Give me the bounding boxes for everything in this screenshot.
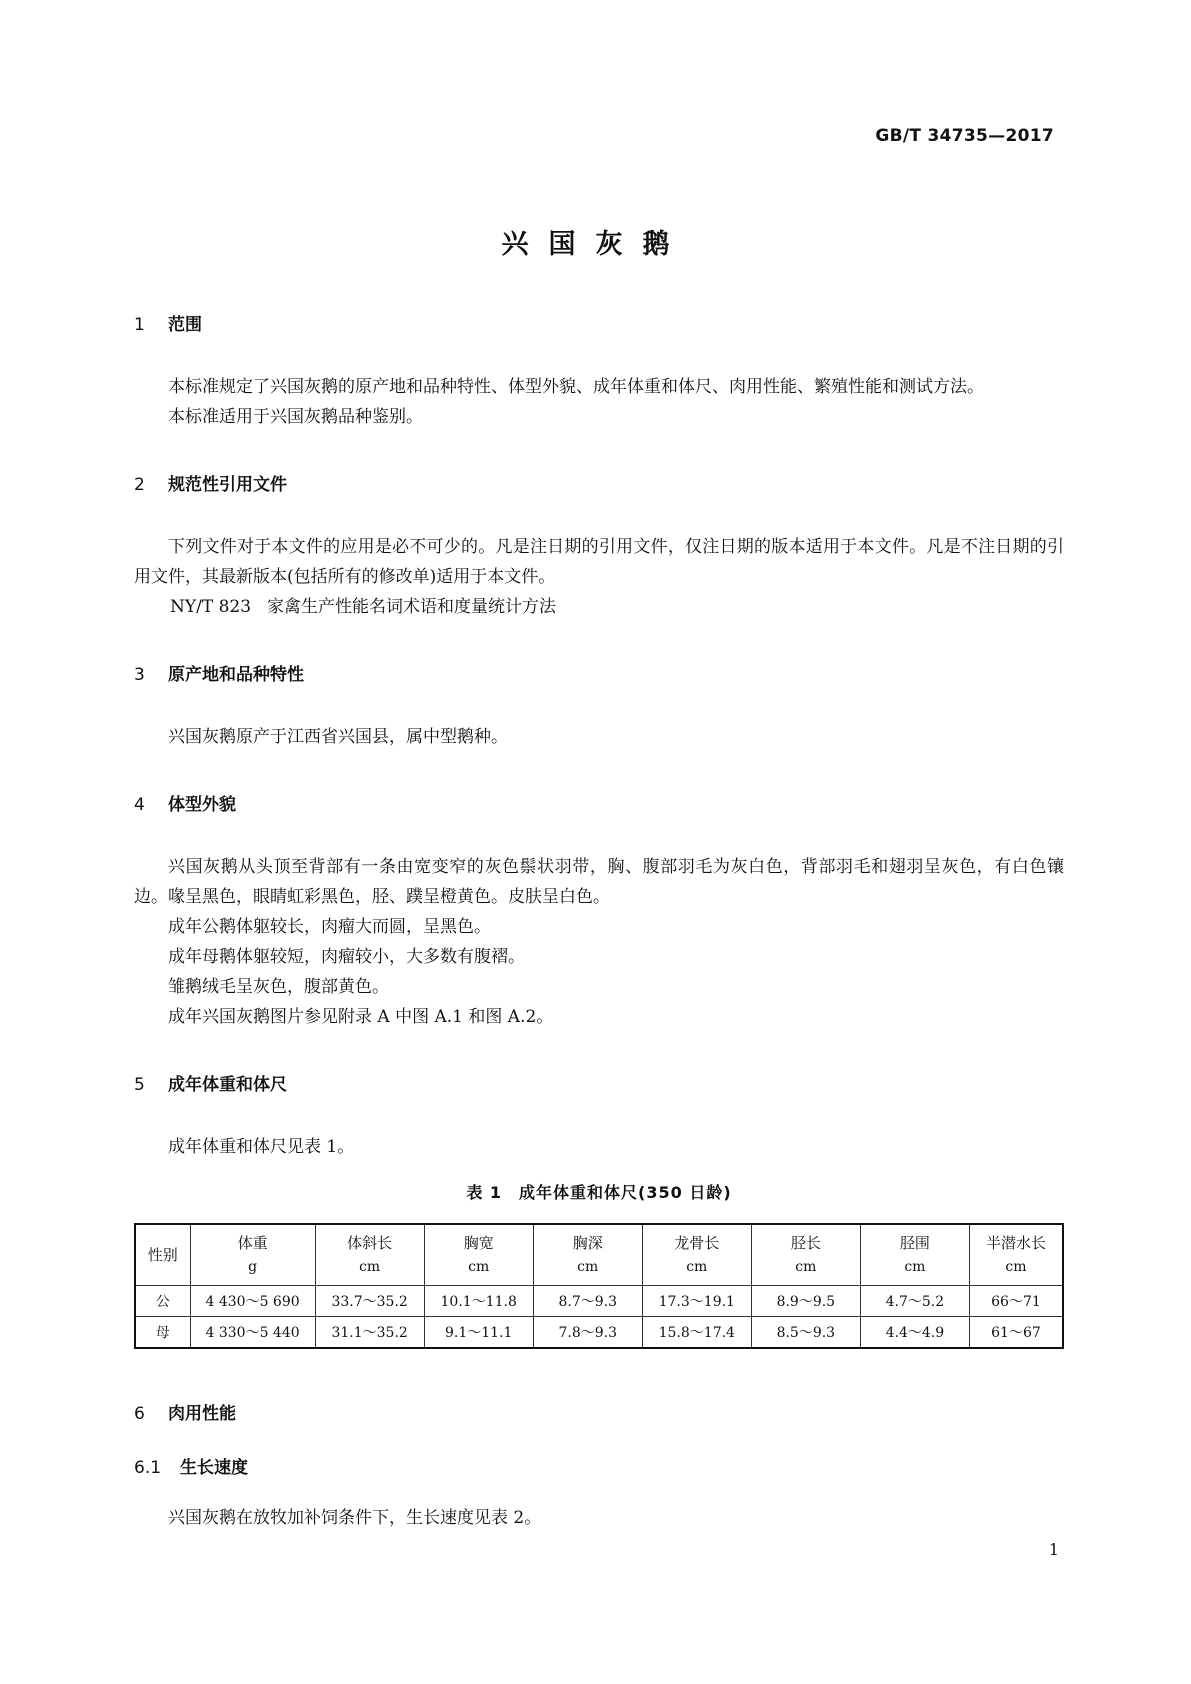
table-header: 龙骨长 cm <box>642 1224 751 1286</box>
table-cell: 7.8～9.3 <box>533 1317 642 1349</box>
document-title: 兴国灰鹅 <box>501 229 690 260</box>
paragraph: 成年母鹅体躯较短，肉瘤较小，大多数有腹褶。 <box>168 947 525 967</box>
section-heading-normative-references <box>134 472 1064 498</box>
section-heading-meat-performance <box>134 1401 1064 1427</box>
table-header: 半潜水长 cm <box>969 1224 1063 1286</box>
paragraph: 本标准规定了兴国灰鹅的原产地和品种特性、体型外貌、成年体重和体尺、肉用性能、繁殖性能和测试方法。 <box>168 377 984 397</box>
table-header: 体斜长 cm <box>315 1224 424 1286</box>
table-cell: 4 330～5 440 <box>190 1317 315 1349</box>
document-body <box>134 312 1064 1533</box>
table-cell: 61～67 <box>969 1317 1063 1349</box>
table-caption: 表 1 成年体重和体尺(350 日龄) <box>466 1183 732 1202</box>
table-header: 胫围 cm <box>860 1224 969 1286</box>
table-cell: 31.1～35.2 <box>315 1317 424 1349</box>
paragraph: 兴国灰鹅原产于江西省兴国县，属中型鹅种。 <box>168 727 508 747</box>
subsection-title: 生长速度 <box>180 1458 248 1478</box>
paragraph: 兴国灰鹅在放牧加补饲条件下，生长速度见表 2。 <box>168 1508 542 1528</box>
table-cell: 4.7～5.2 <box>860 1286 969 1317</box>
section-title: 肉用性能 <box>168 1404 236 1424</box>
table-header: 胸深 cm <box>533 1224 642 1286</box>
table-cell: 9.1～11.1 <box>424 1317 533 1349</box>
reference-title: 家禽生产性能名词术语和度量统计方法 <box>267 597 557 617</box>
section-heading-body-weight <box>134 1072 1064 1098</box>
paragraph: 成年公鹅体躯较长，肉瘤大而圆，呈黑色。 <box>168 917 491 937</box>
section-number: 5 <box>134 1075 145 1095</box>
paragraph: 雏鹅绒毛呈灰色，腹部黄色。 <box>168 977 389 997</box>
section-title: 原产地和品种特性 <box>168 665 304 685</box>
section-number: 4 <box>134 795 145 815</box>
table-cell: 17.3～19.1 <box>642 1286 751 1317</box>
table-cell: 8.7～9.3 <box>533 1286 642 1317</box>
paragraph: 兴国灰鹅从头顶至背部有一条由宽变窄的灰色鬃状羽带，胸、腹部羽毛为灰白色，背部羽毛和翅羽呈灰色，有白色镶边。喙呈黑色，眼睛虹彩黑色，胫、蹼呈橙黄色。皮肤呈白色。 <box>134 857 1064 907</box>
section-number: 1 <box>134 315 145 335</box>
table-cell-sex: 公 <box>135 1286 190 1317</box>
table-header-row <box>135 1224 1063 1286</box>
table-cell: 8.5～9.3 <box>751 1317 860 1349</box>
table-row <box>135 1317 1063 1349</box>
table-cell-sex: 母 <box>135 1317 190 1349</box>
section-number: 3 <box>134 665 145 685</box>
section-title: 规范性引用文件 <box>168 475 287 495</box>
body-measurement-table <box>134 1223 1064 1349</box>
section-number: 6 <box>134 1404 145 1424</box>
section-title: 体型外貌 <box>168 795 236 815</box>
table-row <box>135 1286 1063 1317</box>
table-header: 胫长 cm <box>751 1224 860 1286</box>
reference-code: NY/T 823 <box>170 597 252 617</box>
paragraph: 成年兴国灰鹅图片参见附录 A 中图 A.1 和图 A.2。 <box>168 1007 554 1027</box>
table-cell: 33.7～35.2 <box>315 1286 424 1317</box>
table-cell: 8.9～9.5 <box>751 1286 860 1317</box>
table-cell: 4.4～4.9 <box>860 1317 969 1349</box>
paragraph: 成年体重和体尺见表 1。 <box>168 1137 355 1157</box>
section-number: 2 <box>134 475 145 495</box>
paragraph: 本标准适用于兴国灰鹅品种鉴别。 <box>168 407 423 427</box>
subsection-heading-growth-rate <box>134 1455 1064 1481</box>
section-heading-scope <box>134 312 1064 338</box>
section-title: 成年体重和体尺 <box>168 1075 287 1095</box>
table-header: 体重 g <box>190 1224 315 1286</box>
page-number: 1 <box>1048 1540 1059 1559</box>
table-header-sex: 性别 <box>135 1224 190 1286</box>
standard-code: GB/T 34735—2017 <box>875 126 1054 146</box>
table-cell: 10.1～11.8 <box>424 1286 533 1317</box>
table-cell: 15.8～17.4 <box>642 1317 751 1349</box>
section-heading-origin <box>134 662 1064 688</box>
reference-item <box>134 592 1064 622</box>
subsection-number: 6.1 <box>134 1458 162 1478</box>
table-cell: 66～71 <box>969 1286 1063 1317</box>
table-cell: 4 430～5 690 <box>190 1286 315 1317</box>
section-title: 范围 <box>168 315 202 335</box>
table-header: 胸宽 cm <box>424 1224 533 1286</box>
paragraph: 下列文件对于本文件的应用是必不可少的。凡是注日期的引用文件，仅注日期的版本适用于本文件。凡是不注日期的引用文件，其最新版本(包括所有的修改单)适用于本文件。 <box>134 537 1064 587</box>
section-heading-appearance <box>134 792 1064 818</box>
